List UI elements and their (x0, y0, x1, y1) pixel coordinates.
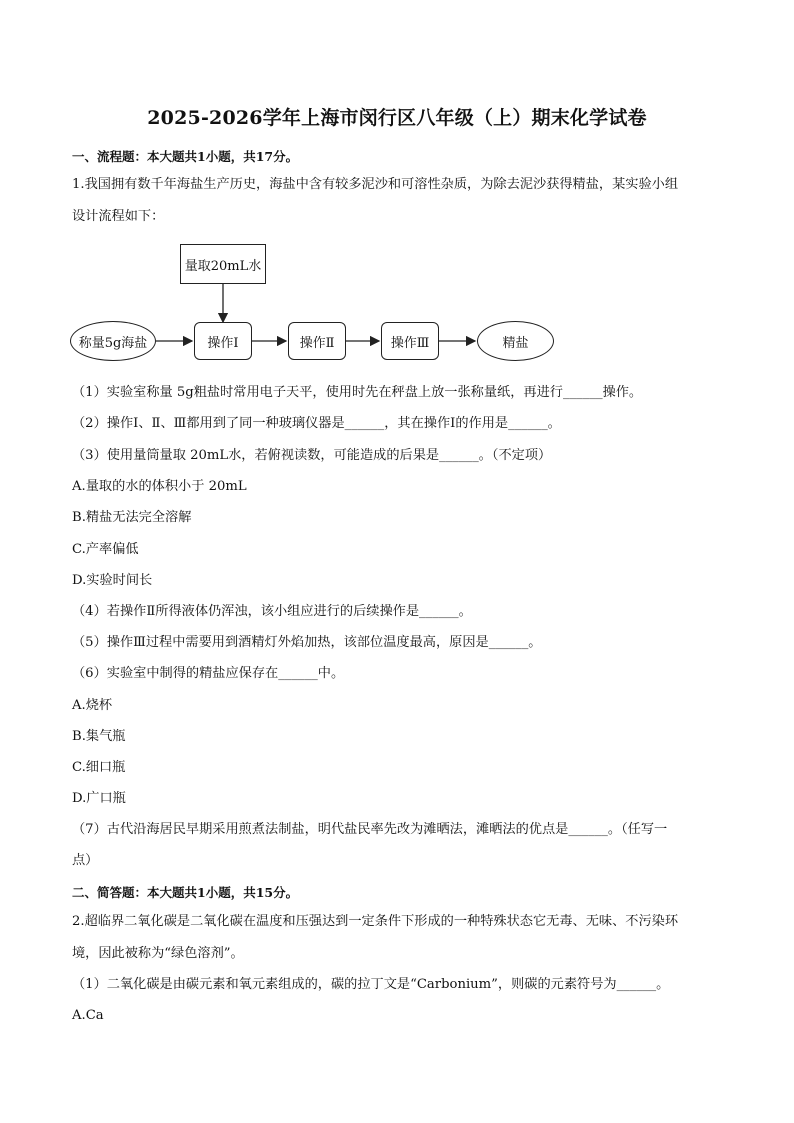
q1-part-7-line-2: 点） (72, 853, 99, 868)
q1-p6-option-c: C.细口瓶 (72, 760, 126, 775)
flow-oval-weigh: 称量5g海盐 (70, 321, 156, 361)
q2-stem-line-2: 境，因此被称为“绿色溶剂”。 (72, 946, 244, 961)
exam-title: 2025-2026学年上海市闵行区八年级（上）期末化学试卷 (147, 107, 647, 129)
q1-part-5: （5）操作Ⅲ过程中需要用到酒精灯外焰加热，该部位温度最高，原因是______。 (72, 635, 542, 650)
section-heading-2: 二、简答题：本大题共1小题，共15分。 (72, 885, 299, 900)
q2-stem-line-1: 2.超临界二氧化碳是二氧化碳在温度和压强达到一定条件下形成的一种特殊状态它无毒、无味、不污染环 (72, 914, 679, 929)
q1-p3-option-c: C.产率偏低 (72, 542, 139, 557)
q2-part-1: （1）二氧化碳是由碳元素和氧元素组成的，碳的拉丁文是“Carbonium”，则碳的元素符号为______。 (72, 977, 670, 992)
q1-part-4: （4）若操作Ⅱ所得液体仍浑浊，该小组应进行的后续操作是______。 (72, 604, 472, 619)
q1-p6-option-b: B.集气瓶 (72, 729, 126, 744)
section-heading-1: 一、流程题：本大题共1小题，共17分。 (72, 149, 299, 164)
q1-p6-option-d: D.广口瓶 (72, 791, 126, 806)
flow-box-op1: 操作Ⅰ (194, 322, 252, 360)
q1-p3-option-b: B.精盐无法完全溶解 (72, 510, 192, 525)
flow-oval-product: 精盐 (477, 321, 554, 361)
q1-p6-option-a: A.烧杯 (72, 698, 113, 713)
q1-part-3: （3）使用量筒量取 20mL水，若俯视读数，可能造成的后果是______。（不定项） (72, 448, 552, 463)
q1-part-7-line-1: （7）古代沿海居民早期采用煎煮法制盐，明代盐民率先改为滩晒法，滩晒法的优点是______。（任写一 (72, 822, 668, 837)
q1-part-6: （6）实验室中制得的精盐应保存在______中。 (72, 666, 345, 681)
flow-box-water: 量取20mL水 (180, 244, 266, 284)
q1-stem-line-1: 1.我国拥有数千年海盐生产历史，海盐中含有较多泥沙和可溶性杂质，为除去泥沙获得精盐，某实验小组 (72, 177, 679, 192)
flow-box-op3: 操作Ⅲ (381, 322, 439, 360)
flow-box-op2: 操作Ⅱ (288, 322, 346, 360)
q1-part-1: （1）实验室称量 5g粗盐时常用电子天平，使用时先在秤盘上放一张称量纸，再进行______操作。 (72, 385, 643, 400)
q2-p1-option-a: A.Ca (72, 1008, 104, 1023)
q1-stem-line-2: 设计流程如下： (72, 209, 165, 224)
q1-p3-option-d: D.实验时间长 (72, 573, 153, 588)
q1-part-2: （2）操作Ⅰ、Ⅱ、Ⅲ都用到了同一种玻璃仪器是______，其在操作Ⅰ的作用是______。 (72, 416, 561, 431)
process-flowchart (68, 240, 568, 370)
q1-p3-option-a: A.量取的水的体积小于 20mL (72, 479, 247, 494)
